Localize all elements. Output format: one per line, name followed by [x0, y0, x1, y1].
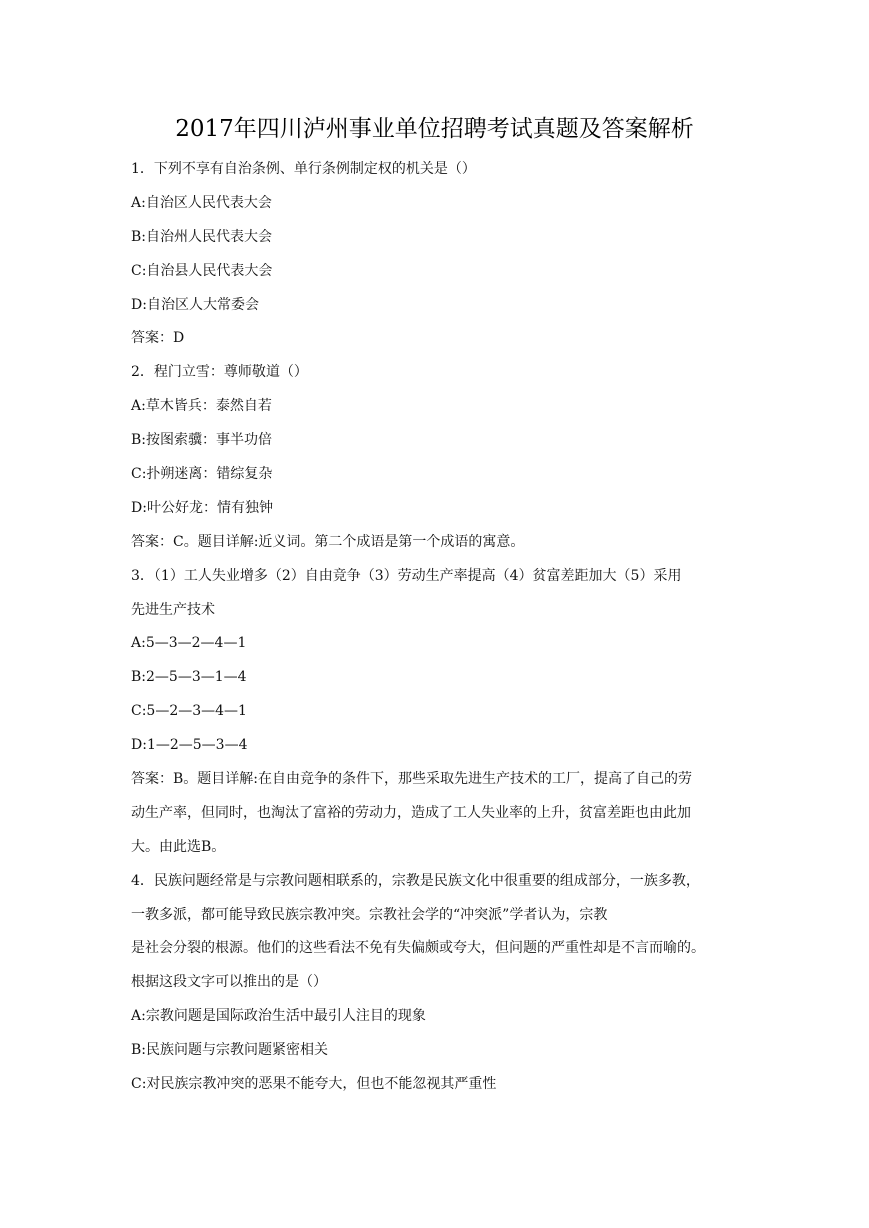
- q3-option-b: B:2—5—3—1—4: [131, 669, 247, 686]
- document-body: [131, 153, 743, 1102]
- q3-stem: 3．（1）工人失业增多（2）自由竞争（3）劳动生产率提高（4）贫富差距加大（5）采用: [131, 567, 682, 584]
- q2-option-b: B:按图索骥：事半功倍: [131, 432, 273, 449]
- q1-option-b: B:自治州人民代表大会: [131, 228, 273, 245]
- q3-answer-end: 大。由此选B。: [131, 838, 226, 855]
- q3-answer-continued: 动生产率，但同时，也淘汰了富裕的劳动力，造成了工人失业率的上升，贫富差距也由此加: [131, 804, 691, 821]
- q1-answer: 答案：D: [131, 330, 185, 347]
- q1-option-a: A:自治区人民代表大会: [131, 194, 272, 211]
- q2-option-a: A:草木皆兵：泰然自若: [131, 398, 272, 415]
- q4-stem-line-2: 一教多派，都可能导致民族宗教冲突。宗教社会学的“冲突派”学者认为，宗教: [131, 906, 608, 923]
- q2-stem: 2．程门立雪：尊师敬道（）: [131, 364, 308, 381]
- q3-option-a: A:5—3—2—4—1: [131, 635, 247, 652]
- q4-option-b: B:民族问题与宗教问题紧密相关: [131, 1042, 329, 1059]
- q1-stem: 1．下列不享有自治条例、单行条例制定权的机关是（）: [131, 161, 476, 177]
- q1-option-c: C:自治县人民代表大会: [131, 262, 273, 279]
- q4-question: 根据这段文字可以推出的是（）: [131, 974, 327, 991]
- q2-option-d: D:叶公好龙：情有独钟: [131, 499, 273, 516]
- q4-stem-line-3: 是社会分裂的根源。他们的这些看法不免有失偏颇或夸大，但问题的严重性却是不言而喻的。: [131, 940, 705, 957]
- q1-option-d: D:自治区人大常委会: [131, 296, 259, 313]
- q2-answer: 答案：C。题目详解:近义词。第二个成语是第一个成语的寓意。: [131, 533, 525, 550]
- document-title: 2017年四川泸州事业单位招聘考试真题及答案解析: [175, 116, 694, 142]
- q3-option-c: C:5—2—3—4—1: [131, 703, 247, 720]
- q3-answer: 答案：B。题目详解:在自由竞争的条件下，那些采取先进生产技术的工厂，提高了自己的劳: [131, 771, 693, 788]
- q2-option-c: C:扑朔迷离：错综复杂: [131, 466, 273, 483]
- q4-stem: 4．民族问题经常是与宗教问题相联系的，宗教是民族文化中很重要的组成部分，一族多教，: [131, 872, 700, 889]
- q3-option-d: D:1—2—5—3—4: [131, 737, 248, 754]
- q3-stem-continued: 先进生产技术: [131, 601, 215, 618]
- q4-option-c: C:对民族宗教冲突的恶果不能夸大，但也不能忽视其严重性: [131, 1076, 497, 1093]
- q4-option-a: A:宗教问题是国际政治生活中最引人注目的现象: [131, 1008, 426, 1025]
